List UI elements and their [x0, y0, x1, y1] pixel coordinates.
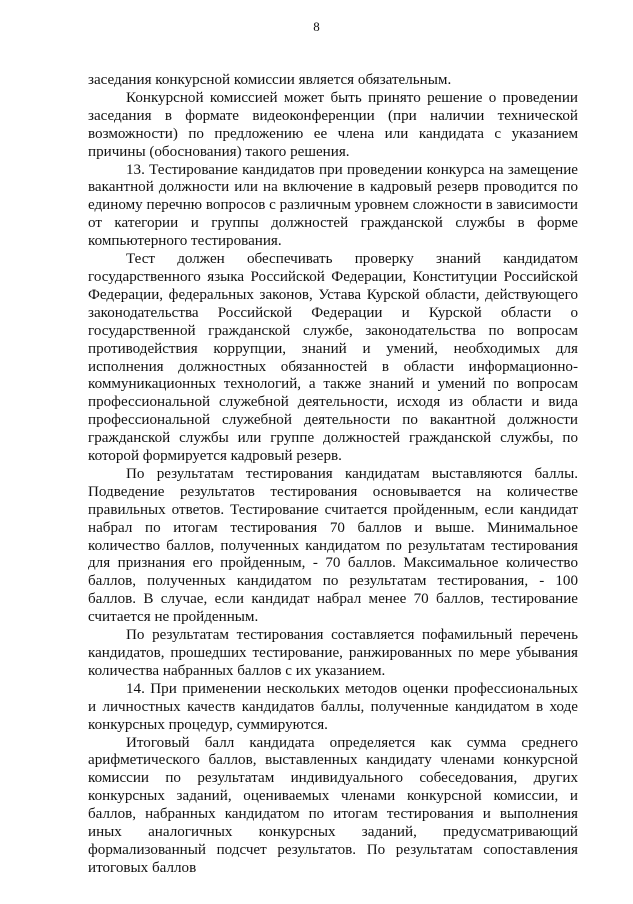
- paragraph-continuation: заседания конкурсной комиссии является обязательным.: [88, 72, 452, 88]
- paragraph-ranking-list: По результатам тестирования составляется пофамильный перечень кандидатов, прошедших тестирование, ранжированных по мере убывания количества набранных баллов с их указанием.: [88, 627, 578, 679]
- paragraph-item-13: 13. Тестирование кандидатов при проведении конкурса на замещение вакантной должности или на включение в кадровый резерв проводится по единому перечню вопросов с различным уровнем сложности в зависимости от категории и группы должностей гражданской службы в форме компьютерного тестирования.: [88, 161, 578, 250]
- paragraph-videoconference: Конкурсной комиссией может быть принято решение о проведении заседания в формате видеоконференции (при наличии технической возможности) по предложению ее члена или кандидата с указанием причины (обоснования) такого решения.: [88, 89, 578, 160]
- paragraph-test-scope: Тест должен обеспечивать проверку знаний кандидатом государственного языка Российской Федерации, Конституции Российской Федерации, федеральных законов, Устава Курской области, действующего законодательства Российской Федерации и Курской области о государственной гражданской службе, законодательства по вопросам противодействия коррупции, знаний и умений, необходимых для исполнения должностных обязанностей в области информационно-коммуникационных технологий, а также знаний и умений по вопросам профессиональной служебной деятельности, исходя из области и вида профессиональной служебной деятельности по вакантной должности гражданской службы или группе должностей гражданской службы, по которой формируется кадровый резерв.: [88, 251, 578, 465]
- paragraph-item-14: 14. При применении нескольких методов оценки профессиональных и личностных качеств кандидатов баллы, полученные кандидатом в ходе конкурсных процедур, суммируются.: [88, 680, 578, 733]
- page-number: 8: [313, 19, 320, 34]
- paragraph-test-scoring: По результатам тестирования кандидатам выставляются баллы. Подведение результатов тестирования основывается на количестве правильных ответов. Тестирование считается пройденным, если кандидат набрал по итогам тестирования 70 баллов и выше. Минимальное количество баллов, полученных кандидатом по результатам тестирования для признания его пройденным, - 70 баллов. Максимальное количество баллов, полученных кандидатом по результатам тестирования, - 100 баллов. В случае, если кандидат набрал менее 70 баллов, тестирование считается не пройденным.: [88, 465, 578, 626]
- document-body: [88, 72, 578, 878]
- paragraph-final-score: Итоговый балл кандидата определяется как сумма среднего арифметического баллов, выставленных кандидату членами конкурсной комиссии по результатам индивидуального собеседования, других конкурсных заданий, оцениваемых членами конкурсной комиссии, и баллов, набранных кандидатом по итогам тестирования и выполнения иных аналогичных конкурсных заданий, предусматривающий формализованный подсчет результатов. По результатам сопоставления итоговых баллов: [88, 734, 578, 876]
